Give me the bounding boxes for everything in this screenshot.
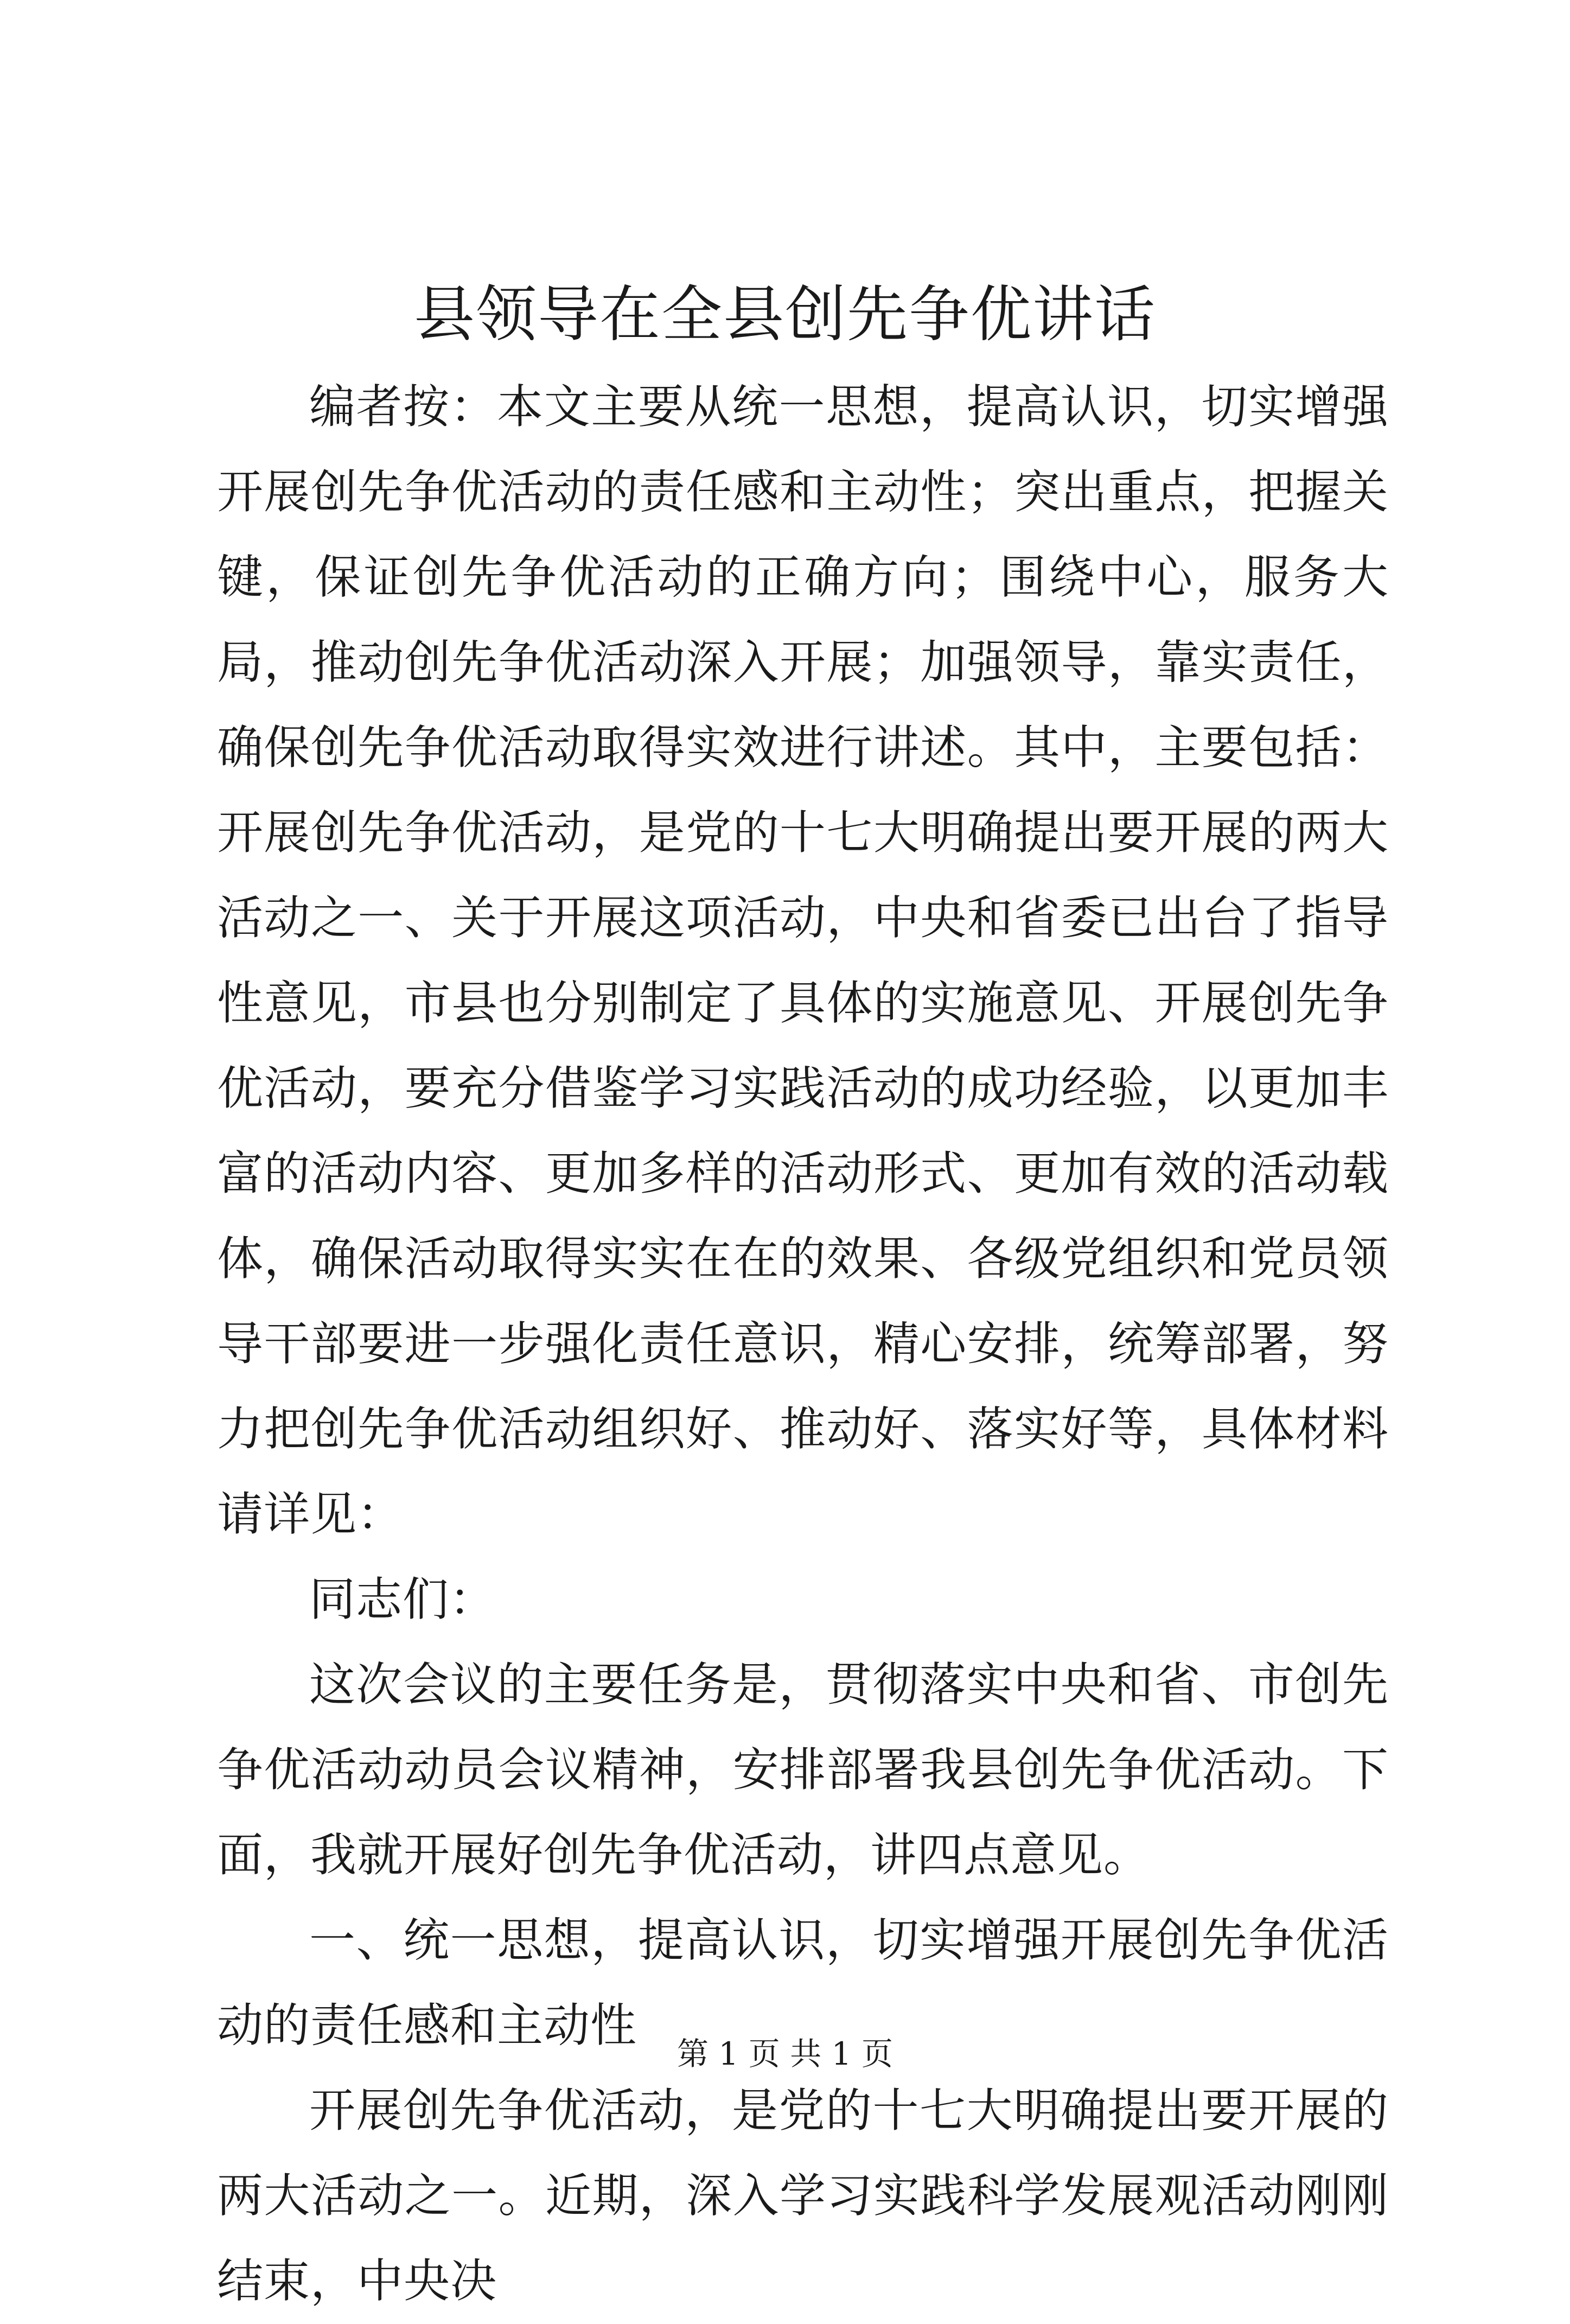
body-paragraph: 这次会议的主要任务是，贯彻落实中央和省、市创先争优活动动员会议精神，安排部署我县创先争优活动。下面，我就开展好创先争优活动，讲四点意见。	[217, 1658, 1389, 1882]
document-title: 县领导在全县创先争优讲话	[414, 279, 1156, 350]
body-paragraph: 开展创先争优活动，是党的十七大明确提出要开展的两大活动之一。近期，深入学习实践科学发展观活动刚刚结束，中央决	[217, 2084, 1389, 2308]
editor-note-paragraph: 编者按：本文主要从统一思想，提高认识，切实增强开展创先争优活动的责任感和主动性；突出重点，把握关键，保证创先争优活动的正确方向；围绕中心，服务大局，推动创先争优活动深入开展；加强领导，靠实责任，确保创先争优活动取得实效进行讲述。其中，主要包括：开展创先争优活动，是党的十七大明确提出要开展的两大活动之一、关于开展这项活动，中央和省委已出台了指导性意见，市县也分别制定了具体的实施意见、开展创先争优活动，要充分借鉴学习实践活动的成功经验，以更加丰富的活动内容、更加多样的活动形式、更加有效的活动载体，确保活动取得实实在在的效果、各级党组织和党员领导干部要进一步强化责任意识，精心安排，统筹部署，努力把创先争优活动组织好、推动好、落实好等，具体材料请详见：	[217, 380, 1389, 1542]
section-heading-paragraph: 一、统一思想，提高认识，切实增强开展创先争优活动的责任感和主动性	[217, 1914, 1389, 2053]
page-footer: 第 1 页 共 1 页	[677, 2035, 893, 2072]
salutation-paragraph: 同志们：	[309, 1573, 496, 1627]
document-body	[217, 365, 1389, 2324]
